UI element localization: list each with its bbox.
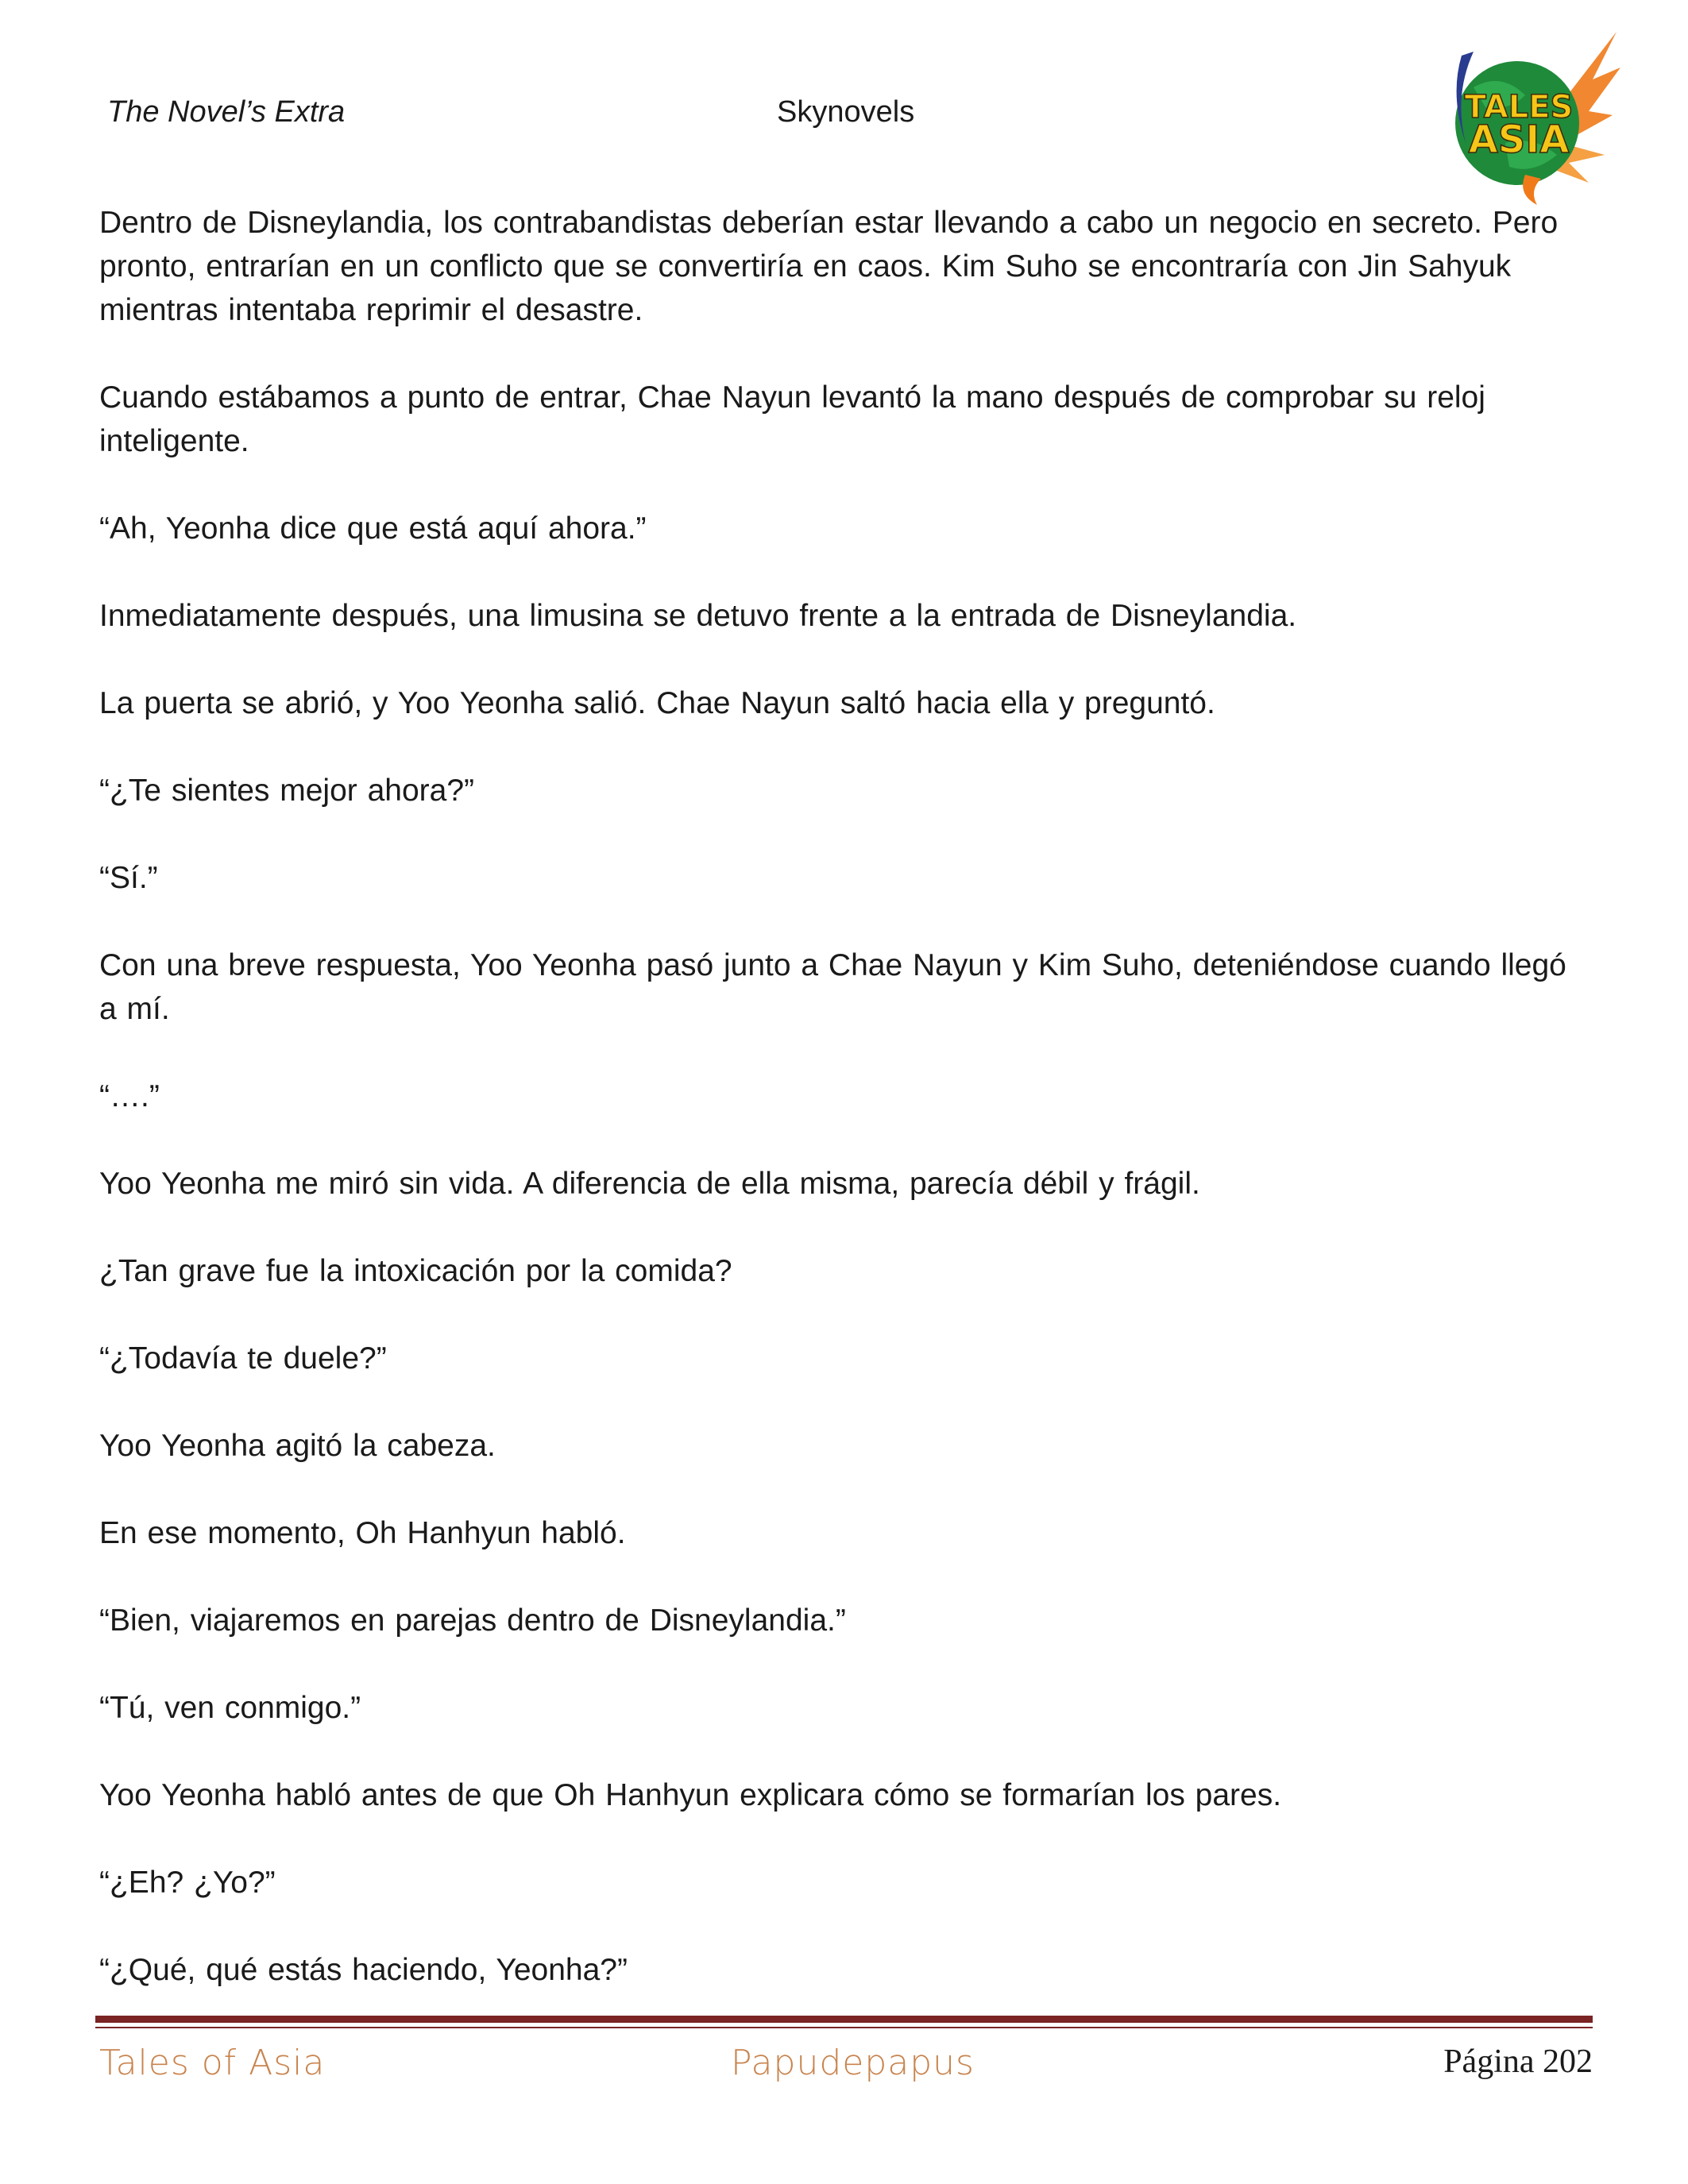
paragraph: ¿Tan grave fue la intoxicación por la comida? <box>99 1254 732 1288</box>
tales-of-asia-logo <box>1430 24 1620 206</box>
paragraph: “¿Todavía te duele?” <box>99 1341 387 1376</box>
paragraph: En ese momento, Oh Hanhyun habló. <box>99 1516 626 1550</box>
footer-divider-thick <box>95 2016 1593 2023</box>
svg-text:ASIA: ASIA <box>1468 118 1570 162</box>
paragraph: “¿Te sientes mejor ahora?” <box>99 774 475 808</box>
page-number: Página 202 <box>1443 2043 1593 2080</box>
footer-divider-thin <box>95 2027 1593 2028</box>
paragraph: La puerta se abrió, y Yoo Yeonha salió. Chae Nayun saltó hacia ella y preguntó. <box>99 686 1215 720</box>
paragraph: “Ah, Yeonha dice que está aquí ahora.” <box>99 511 647 546</box>
svg-text:TALES: TALES <box>1464 89 1574 125</box>
paragraph: “Tú, ven conmigo.” <box>99 1691 361 1725</box>
site-name: Skynovels <box>777 95 915 129</box>
footer-publisher: Tales of Asia <box>99 2043 326 2083</box>
paragraph: “….” <box>99 1079 160 1113</box>
footer-translator: Papudepapus <box>731 2043 975 2083</box>
paragraph: Dentro de Disneylandia, los contrabandistas deberían estar llevando a cabo un negocio en secreto. Pero pronto, entrarían en un conflicto que se convertiría en caos. Kim Suho se encontraría con Jin Sahyuk mientras intentaba reprimir el desastre. <box>99 206 1559 327</box>
paragraph: Cuando estábamos a punto de entrar, Chae Nayun levantó la mano después de comprobar su reloj inteligente. <box>99 380 1485 458</box>
paragraph: “Bien, viajaremos en parejas dentro de Disneylandia.” <box>99 1603 846 1638</box>
chapter-body <box>99 201 1593 2035</box>
paragraph: Yoo Yeonha me miró sin vida. A diferencia de ella misma, parecía débil y frágil. <box>99 1167 1200 1201</box>
paragraph: Con una breve respuesta, Yoo Yeonha pasó junto a Chae Nayun y Kim Suho, deteniéndose cuando llegó a mí. <box>99 948 1566 1026</box>
paragraph: Inmediatamente después, una limusina se detuvo frente a la entrada de Disneylandia. <box>99 599 1297 633</box>
book-title: The Novel’s Extra <box>107 95 346 129</box>
paragraph: Yoo Yeonha agitó la cabeza. <box>99 1429 496 1463</box>
paragraph: “Sí.” <box>99 861 158 895</box>
paragraph: “¿Eh? ¿Yo?” <box>99 1866 276 1900</box>
paragraph: “¿Qué, qué estás haciendo, Yeonha?” <box>99 1953 628 1987</box>
paragraph: Yoo Yeonha habló antes de que Oh Hanhyun explicara cómo se formarían los pares. <box>99 1778 1282 1812</box>
